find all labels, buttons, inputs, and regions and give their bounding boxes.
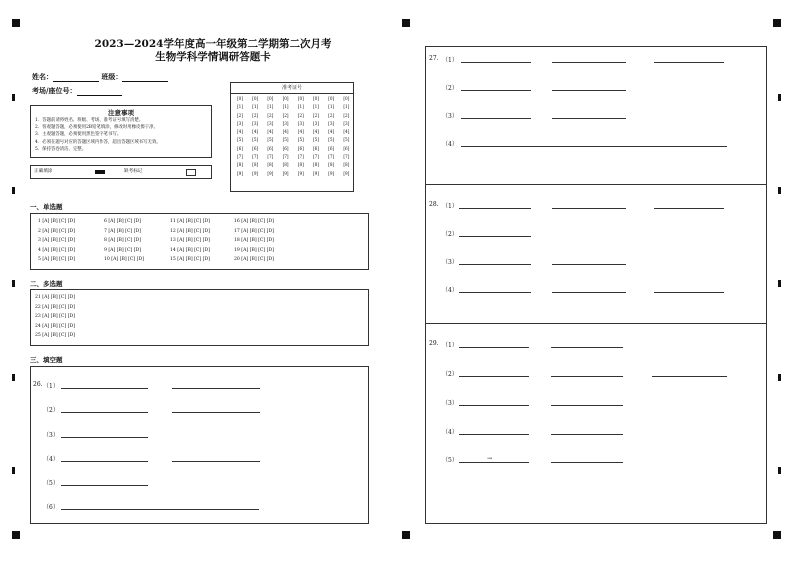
ticket-digit-bubble[interactable]: [1] [313,104,319,110]
ticket-digit-bubble[interactable]: [4] [297,129,304,135]
ticket-digit-bubble[interactable]: [1] [237,104,243,110]
ticket-digit-bubble[interactable]: [1] [297,104,304,110]
answer-line[interactable] [459,236,531,237]
ticket-digit-bubble[interactable]: [9] [252,170,259,176]
answer-line[interactable] [172,412,260,413]
side-mark [778,280,781,287]
ticket-digit-bubble[interactable]: [0] [267,96,274,101]
ticket-digit-bubble[interactable]: [9] [267,170,274,176]
absent-mark-checkbox[interactable] [186,169,196,176]
q28-number: 28. [429,201,439,208]
answer-line[interactable] [652,376,727,377]
ticket-digit-bubble[interactable]: [6] [343,145,350,151]
side-mark [778,94,781,101]
ticket-digit-bubble[interactable]: [3] [237,120,243,126]
answer-line[interactable] [61,461,148,462]
q26-part-label: （1） [43,383,59,390]
title-line-1: 2023—2024学年度高一年级第二学期第二次月考 [94,38,332,50]
answer-row[interactable]: 25 [A] [B] [C] [D] [35,333,75,339]
answer-line[interactable] [551,434,623,435]
answer-group[interactable]: 13 [A] [B] [C] [D] [170,238,210,244]
answer-line[interactable] [459,208,531,209]
class-label: 班级： [101,72,123,81]
answer-line[interactable] [654,208,724,209]
ticket-digit-bubble[interactable]: [2] [252,112,259,118]
section2-label: 二、多选题 [30,280,63,288]
answer-group[interactable]: 16 [A] [B] [C] [D] [234,219,274,224]
answer-row[interactable]: 24 [A] [B] [C] [D] [35,323,75,329]
ticket-digit-bubble[interactable]: [4] [237,129,243,135]
answer-group[interactable]: 7 [A] [B] [C] [D] [104,228,141,234]
answer-line[interactable] [461,146,727,147]
answer-group[interactable]: 15 [A] [B] [C] [D] [170,257,210,263]
q27-number: 27. [429,55,439,62]
ticket-digit-bubble[interactable]: [0] [282,96,289,101]
answer-line[interactable] [654,292,724,293]
answer-line[interactable] [459,376,529,377]
ticket-digit-bubble[interactable]: [8] [252,162,259,168]
q29-part-label: （5） [442,457,458,464]
ticket-digit-bubble[interactable]: [5] [252,137,259,143]
ticket-digit-bubble[interactable]: [3] [313,120,319,126]
answer-group[interactable]: 10 [A] [B] [C] [D] [104,257,144,263]
room-label: 考场/座位号： [32,86,77,95]
ticket-digit-bubble[interactable]: [9] [343,170,350,176]
notice-title: 注意事项 [108,109,134,117]
ticket-digit-bubble[interactable]: [7] [237,154,243,160]
ticket-digit-bubble[interactable]: [7] [282,154,289,160]
correct-fill-label: 正确填涂 [34,169,53,174]
answer-line[interactable] [461,90,531,91]
q28-part-label: （2） [442,231,458,238]
ticket-digit-bubble[interactable]: [2] [328,112,335,118]
answer-group[interactable]: 8 [A] [B] [C] [D] [104,238,141,244]
absent-mark-label: 缺考标记 [124,169,143,174]
ticket-digit-bubble[interactable]: [6] [267,145,274,151]
ticket-digit-bubble[interactable]: [0] [328,96,335,101]
corner-mark-bottom-mid [402,531,410,539]
answer-line[interactable] [61,388,148,389]
answer-row[interactable]: 22 [A] [B] [C] [D] [35,304,75,310]
answer-line[interactable] [552,90,626,91]
q29-part-label: （3） [442,400,458,407]
answer-row [38,255,368,265]
answer-line[interactable] [61,437,148,438]
side-mark [12,94,15,101]
ticket-digit-bubble[interactable]: [0] [313,96,319,101]
notice-item: 5．保持答卷清洁、完整。 [35,146,87,152]
section3-label: 三、填空题 [30,356,63,364]
ticket-digit-bubble[interactable]: [2] [313,112,319,118]
ticket-digit-bubble[interactable]: [5] [328,137,335,143]
ticket-digit-bubble[interactable]: [2] [282,112,289,118]
q26-number: 26. [33,381,43,388]
answer-group[interactable]: 1 [A] [B] [C] [D] [38,219,75,224]
q26-part-label: （2） [43,407,59,414]
answer-row [38,217,368,227]
answer-line[interactable] [172,388,260,389]
answer-line[interactable] [61,412,148,413]
q29-part-label: （1） [442,342,458,349]
answer-line[interactable] [459,405,529,406]
ticket-digit-bubble[interactable]: [8] [297,162,304,168]
answer-group[interactable]: 2 [A] [B] [C] [D] [38,228,75,234]
q27-part-label: （4） [442,141,458,148]
ticket-digit-bubble[interactable]: [8] [267,162,274,168]
answer-group[interactable]: 9 [A] [B] [C] [D] [104,247,141,253]
ticket-digit-bubble[interactable]: [4] [343,129,350,135]
answer-group[interactable]: 12 [A] [B] [C] [D] [170,228,210,234]
multi-choice-box [30,289,369,346]
answer-line[interactable] [172,461,260,462]
answer-group[interactable]: 3 [A] [B] [C] [D] [38,238,75,244]
ticket-digit-bubble[interactable]: [4] [282,129,289,135]
exam-title [48,38,378,64]
side-mark [778,467,781,474]
answer-line[interactable] [551,347,623,348]
ticket-digit-bubble[interactable]: [8] [328,162,335,168]
answer-line[interactable] [61,485,148,486]
correct-fill-sample [95,170,105,174]
ticket-digit-bubble[interactable]: [2] [297,112,304,118]
notice-item: 2．客观题答题，必须使用2B铅笔填涂，修改时用橡皮擦干净。 [35,125,158,131]
ticket-digit-bubble[interactable]: [9] [237,170,243,176]
answer-line[interactable] [61,509,259,510]
ticket-digit-bubble[interactable]: [4] [252,129,259,135]
ticket-digit-bubble[interactable]: [7] [297,154,304,160]
answer-group[interactable]: 20 [A] [B] [C] [D] [234,257,274,263]
ticket-digit-bubble[interactable]: [2] [343,112,350,118]
ticket-digit-column [340,95,352,178]
ticket-digit-bubble[interactable]: [0] [297,96,304,101]
ticket-digit-bubble[interactable]: [1] [267,104,274,110]
answer-line[interactable] [552,264,626,265]
side-mark [778,187,781,194]
q29-box [425,323,767,524]
ticket-digit-bubble[interactable]: [3] [282,120,289,126]
side-mark [12,187,15,194]
side-mark [12,374,15,381]
answer-line[interactable] [654,62,724,63]
q28-part-label: （3） [442,259,458,266]
answer-group[interactable]: 14 [A] [B] [C] [D] [170,247,210,253]
ticket-digit-bubble[interactable]: [8] [237,162,243,168]
notice-item: 3．主观题答题，必须使用黑色签字笔书写。 [35,132,122,138]
ticket-digit-bubble[interactable]: [3] [328,120,335,126]
ticket-digit-bubble[interactable]: [9] [313,170,319,176]
title-line-2: 生物学科学情调研答题卡 [155,51,271,63]
ticket-digit-bubble[interactable]: [1] [282,104,289,110]
answer-row[interactable]: 23 [A] [B] [C] [D] [35,314,75,320]
ticket-digit-bubble[interactable]: [4] [267,129,274,135]
arrow-symbol: → [487,455,493,462]
q26-part-label: （3） [43,432,59,439]
notice-item: 1．答题前请将姓名、班级、考场、准考证号填写清楚。 [35,118,144,123]
answer-line[interactable] [551,376,623,377]
answer-group[interactable]: 6 [A] [B] [C] [D] [104,219,141,224]
q29-part-label: （4） [442,429,458,436]
ticket-digit-bubble[interactable]: [8] [313,162,319,168]
answer-group[interactable]: 19 [A] [B] [C] [D] [234,247,274,253]
ticket-digit-bubble[interactable]: [6] [297,145,304,151]
ticket-digit-bubble[interactable]: [1] [343,104,350,110]
answer-row [38,227,368,237]
answer-line[interactable] [551,462,623,463]
ticket-digit-column [234,95,246,178]
ticket-digit-bubble[interactable]: [3] [267,120,274,126]
q27-part-label: （2） [442,85,458,92]
answer-line[interactable] [461,118,531,119]
side-mark [12,280,15,287]
answer-group[interactable]: 18 [A] [B] [C] [D] [234,238,274,244]
ticket-digit-bubble[interactable]: [4] [328,129,335,135]
ticket-digit-bubble[interactable]: [3] [343,120,350,126]
ticket-digit-bubble[interactable]: [0] [252,96,259,101]
ticket-digit-bubble[interactable]: [9] [328,170,335,176]
corner-mark-top-right [773,19,781,27]
answer-line[interactable] [459,347,529,348]
side-mark [12,467,15,474]
answer-row [38,246,368,256]
answer-line[interactable] [552,292,626,293]
answer-line[interactable] [552,118,626,119]
ticket-digit-bubble[interactable]: [5] [297,137,304,143]
ticket-digit-bubble[interactable]: [8] [282,162,289,168]
answer-group[interactable]: 17 [A] [B] [C] [D] [234,228,274,234]
answer-row [38,236,368,246]
ticket-digit-bubble[interactable]: [6] [282,145,289,151]
ticket-digit-bubble[interactable]: [7] [343,154,350,160]
q27-part-label: （3） [442,113,458,120]
ticket-digit-bubble[interactable]: [4] [313,129,319,135]
ticket-digit-bubble[interactable]: [5] [282,137,289,143]
ticket-digit-bubble[interactable]: [3] [297,120,304,126]
ticket-digit-column [310,95,322,178]
q26-part-label: （6） [43,504,59,511]
ticket-digit-bubble[interactable]: [7] [267,154,274,160]
notice-item: 4．必须在题号对应的答题区域内作答，超出答题区域书写无效。 [35,139,161,145]
ticket-digit-bubble[interactable]: [0] [343,96,350,101]
section1-label: 一、单选题 [30,203,63,211]
ticket-digit-column [249,95,261,178]
ticket-digit-bubble[interactable]: [6] [237,145,243,151]
ticket-digit-bubble[interactable]: [2] [267,112,274,118]
ticket-number-box [230,82,354,192]
q26-part-label: （5） [43,480,59,487]
q28-part-label: （1） [442,203,458,210]
answer-group[interactable]: 4 [A] [B] [C] [D] [38,247,75,253]
ticket-digit-bubble[interactable]: [5] [267,137,274,143]
q28-box [425,184,767,324]
ticket-digit-column [295,95,307,178]
ticket-digit-bubble[interactable]: [1] [328,104,335,110]
ticket-digit-bubble[interactable]: [8] [343,162,350,168]
corner-mark-top-left [12,19,20,27]
answer-line[interactable] [551,405,623,406]
ticket-digit-bubble[interactable]: [6] [313,145,319,151]
ticket-digit-bubble[interactable]: [9] [282,170,289,176]
notice-box [30,105,212,158]
ticket-digit-bubble[interactable]: [7] [313,154,319,160]
answer-line[interactable] [552,208,626,209]
corner-mark-top-mid-left [402,19,410,27]
q29-number: 29. [429,340,439,347]
ticket-digit-bubble[interactable]: [7] [328,154,335,160]
answer-line[interactable] [459,434,529,435]
ticket-digit-bubble[interactable]: [1] [252,104,259,110]
corner-mark-bottom-left [12,531,20,539]
answer-line[interactable] [461,62,531,63]
room-field[interactable] [32,86,122,96]
ticket-digit-column [325,95,337,178]
side-mark [778,374,781,381]
ticket-digit-bubble[interactable]: [5] [343,137,350,143]
answer-group[interactable]: 11 [A] [B] [C] [D] [170,219,210,224]
answer-line[interactable] [459,462,529,463]
ticket-digit-bubble[interactable]: [9] [297,170,304,176]
answer-line[interactable] [552,62,626,63]
ticket-digit-column [280,95,292,178]
name-field[interactable] [32,72,168,82]
single-choice-box [30,213,369,270]
answer-line[interactable] [459,264,531,265]
fill-example-box [30,165,212,179]
answer-row[interactable]: 21 [A] [B] [C] [D] [35,295,75,300]
ticket-digit-bubble[interactable]: [2] [237,112,243,118]
ticket-digit-bubble[interactable]: [5] [237,137,243,143]
ticket-digit-bubble[interactable]: [6] [252,145,259,151]
q26-part-label: （4） [43,456,59,463]
answer-group[interactable]: 5 [A] [B] [C] [D] [38,257,75,263]
q29-part-label: （2） [442,371,458,378]
q27-box [425,46,767,185]
q27-part-label: （1） [442,57,458,64]
ticket-number-label: 准考证号 [231,83,353,94]
ticket-digit-bubble[interactable]: [3] [252,120,259,126]
name-label: 姓名： [32,72,53,81]
ticket-digit-bubble[interactable]: [6] [328,145,335,151]
ticket-digit-column [264,95,276,178]
answer-line[interactable] [459,292,531,293]
ticket-digit-bubble[interactable]: [5] [313,137,319,143]
ticket-digit-bubble[interactable]: [7] [252,154,259,160]
corner-mark-bottom-right [773,531,781,539]
q28-part-label: （4） [442,287,458,294]
ticket-digit-bubble[interactable]: [0] [237,96,243,101]
q26-box [30,366,369,524]
